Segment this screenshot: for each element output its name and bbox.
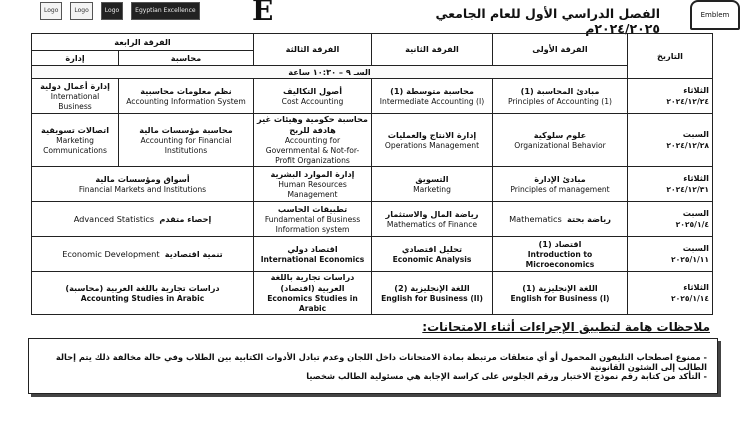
col-header-year4-mgmt-label: إدارة: [32, 51, 119, 66]
cell-year3: اقتصاد دولي International Economics: [254, 237, 372, 272]
cell-year3: محاسبة حكومية وهيئات غير هادفة للربح Accounting for Governmental & Not-for-Profit Organizations: [254, 114, 372, 167]
col-header-year3: الفرقة الثالثة: [254, 34, 372, 66]
cell-year4-merged: دراسات تجارية باللغة العربية (محاسبة) Accounting Studies in Arabic: [32, 272, 254, 315]
cell-year4-acc: نظم معلومات محاسبية Accounting Information System: [119, 79, 254, 114]
logo-egyptian-excellence: Egyptian Excellence: [131, 2, 199, 20]
logo-3: Logo: [101, 2, 123, 20]
cell-year4-merged: Economic Development تنمية اقتصادية: [32, 237, 254, 272]
page-title: الفصل الدراسي الأول للعام الجامعي ٢٠٢٤/٢٠٢٥م: [435, 6, 660, 36]
col-header-year1: الفرقة الأولى: [493, 34, 628, 66]
note-item: - التأكد من كتابة رقم نموذج الاختبار ورقم الجلوس على كراسة الإجابة هي مسئولية الطالب شخصيا: [306, 371, 707, 381]
cell-year3: إدارة الموارد البشرية Human Resources Management: [254, 167, 372, 202]
page-header: [0, 0, 750, 36]
col-header-year2: الفرقة الثانية: [372, 34, 493, 66]
notes-heading: ملاحظات هامة لتطبيق الإجراءات أثناء الامتحانات:: [422, 320, 710, 334]
cell-year1: اللغة الإنجليزية (1) English for Business (I): [493, 272, 628, 315]
logo-1: Logo: [40, 2, 62, 20]
cell-year4-merged: أسواق ومؤسسات مالية Financial Markets and Institutions: [32, 167, 254, 202]
col-header-year4: الفرقة الرابعة: [32, 34, 254, 51]
cell-year2: رياضة المال والاستثمار Mathematics of Finance: [372, 202, 493, 237]
table-row: [32, 272, 713, 315]
notes-box: [28, 338, 718, 394]
cell-year2: تحليل اقتصادي Economic Analysis: [372, 237, 493, 272]
cell-year2: محاسبة متوسطة (1) Intermediate Accounting (I): [372, 79, 493, 114]
cell-year3: تطبيقات الحاسب Fundamental of Business Information system: [254, 202, 372, 237]
cell-year4-mgmt: إدارة أعمال دولية International Business: [32, 79, 119, 114]
exam-schedule-table: [31, 33, 713, 315]
cell-year4-acc: محاسبة مؤسسات مالية Accounting for Financial Institutions: [119, 114, 254, 167]
cell-date: الثلاثاء ٢٠٢٥/١/١٤: [628, 272, 713, 315]
cell-year4-mgmt: اتصالات تسويقية Marketing Communications: [32, 114, 119, 167]
cell-year2: اللغة الإنجليزية (2) English for Business (II): [372, 272, 493, 315]
university-emblem-icon: Emblem: [690, 0, 740, 30]
time-slot: السـ ٩ – ١٠:٣٠ ساعة: [32, 66, 628, 79]
note-item: - ممنوع اصطحاب التليفون المحمول أو أي متعلقات مرتبطة بمادة الامتحانات داخل اللجان وعدم تبادل الأدوات الكتابية بين الطلاب وفي حالة مخالفة ذلك يتم إحالة الطالب إلى الشئون القانونية: [55, 352, 707, 372]
col-header-date: التاريخ: [628, 34, 713, 79]
time-slot-row: [32, 66, 713, 79]
cell-year1: Mathematics رياضة بحتة: [493, 202, 628, 237]
cell-date: السبت ٢٠٢٤/١٢/٢٨: [628, 114, 713, 167]
table-row: [32, 237, 713, 272]
col-header-year4-acc-label: محاسبة: [119, 51, 254, 66]
cell-date: الثلاثاء ٢٠٢٤/١٢/٣١: [628, 167, 713, 202]
cell-year3: دراسات تجارية باللغة العربية (اقتصاد) Economics Studies in Arabic: [254, 272, 372, 315]
cell-year2: التسويق Marketing: [372, 167, 493, 202]
cell-date: السبت ٢٠٢٥/١/١١: [628, 237, 713, 272]
cell-year1: مبادئ المحاسبة (1) Principles of Accounting (1): [493, 79, 628, 114]
table-row: [32, 167, 713, 202]
cell-date: السبت ٢٠٢٥/١/٤: [628, 202, 713, 237]
cell-year1: مبادئ الإدارة Principles of management: [493, 167, 628, 202]
cell-year4-merged: Advanced Statistics إحصاء متقدم: [32, 202, 254, 237]
table-row: [32, 114, 713, 167]
cell-year3: أصول التكاليف Cost Accounting: [254, 79, 372, 114]
cell-year1: علوم سلوكية Organizational Behavior: [493, 114, 628, 167]
sponsor-logos: [40, 2, 200, 20]
cell-date: الثلاثاء ٢٠٢٤/١٢/٢٤: [628, 79, 713, 114]
cell-year1: اقتصاد (1) Introduction to Microeconomics: [493, 237, 628, 272]
cell-year2: إدارة الانتاج والعمليات Operations Management: [372, 114, 493, 167]
table-row: [32, 79, 713, 114]
header-row: [32, 34, 713, 51]
table-row: [32, 202, 713, 237]
center-mark: E: [252, 0, 274, 27]
logo-2: Logo: [70, 2, 92, 20]
